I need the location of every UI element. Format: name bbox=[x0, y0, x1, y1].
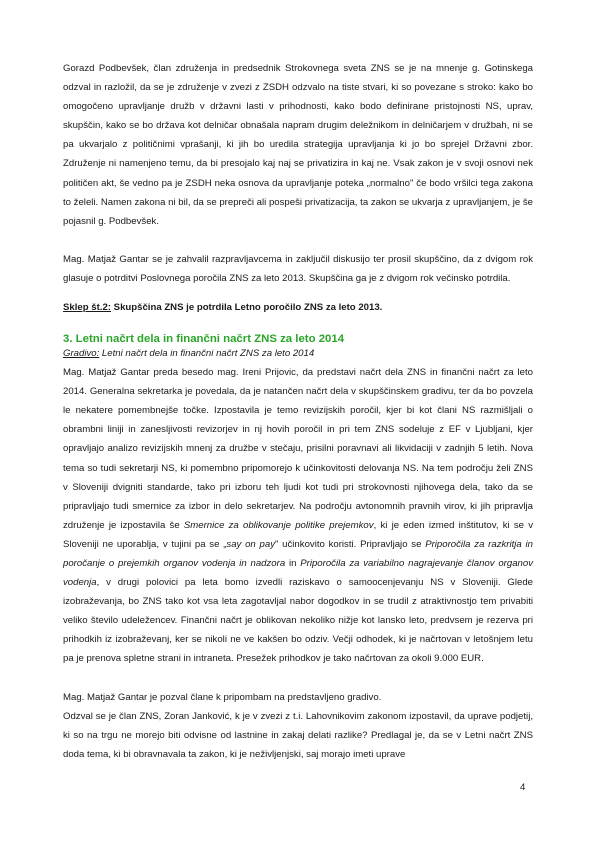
paragraph-podbevsek: Gorazd Podbevšek, član združenja in predsednik Strokovnega sveta ZNS se je na mnenje g. Gotinskega odzval in razložil, da se je združenje v zvezi z ZSDH odzvalo na tiste stvari, ki so povezane s stroko: kako bo omogočeno upravljanje družb v državni lasti v prihodnosti, kako bodo definirane pristojnosti NS, uprav, skupščin, kako se bo država kot delničar obnašala napram drugim deležnikom in delničarjem v družbah, ni se pa ukvarjalo z političnimi vprašanji, ki jih bo uredila strategija upravljanja ki jo bo sprejel Državni zbor. Združenje ni namenjeno temu, da bi presojalo kaj naj se privatizira in kaj ne. Vsak zakon je v svoji osnovi nek političen akt, še vedno pa je ZSDH neka osnova da upravljanje poteka „normalno" če bodo vršilci tega zakona to želeli. Namen zakona ni bil, da se prepreči ali pospeši privatizacija, ta zakon se ukvarja z upravljanjem, je še pojasnil g. Podbevšek. bbox=[63, 63, 533, 227]
work-plan-text-b: , ki je eden izmed inštitutov, ki se v Sloveniji ne uporablja, v tujini pa se „ bbox=[63, 519, 534, 550]
materials-label: Gradivo: bbox=[63, 348, 100, 360]
work-plan-em-1: Smernice za oblikovanje politike prejemkov bbox=[183, 519, 374, 531]
page-number: 4 bbox=[520, 782, 526, 793]
resolution-label: Sklep št.2: bbox=[63, 302, 111, 314]
paragraph-work-plan bbox=[63, 363, 533, 669]
work-plan-text-e: , v drugi polovici pa leta bomo izvedli raziskavo o samoocenjevanju NS v Sloveniji. Glede izobraževanja, bo ZNS tako kot vsa leta zagotavljal nabor dogodkov in se trudil z atraktivnostjo tem privabiti veliko število udeležencev. Finančni načrt je oblikovan nekoliko nižje kot lansko leto, predvsem je rezerva pri prihodkih iz izobraževanj, ker se nikoli ne ve kakšen bo odziv. Večji odhodek, ki je načrtovan v letošnjem letu pa je prenova spletne strani in intraneta. Presežek prihodkov je tako načrtovan za okoli 9.000 EUR. bbox=[63, 577, 533, 665]
work-plan-text-c: " učinkovito koristi. Pripravljajo se bbox=[275, 538, 426, 550]
work-plan-text-d: in bbox=[285, 557, 301, 569]
document-page bbox=[63, 59, 533, 764]
work-plan-text-a: Mag. Matjaž Gantar preda besedo mag. Ireni Prijovic, da predstavi načrt dela ZNS in finančni načrt za leto 2014. Generalna sekretarka je povedala, da je natančen načrt dela v skupščinskem gradivu, ter da bo povzela le nekatere pomembnejše točke. Izpostavila je temo revizijskih poročil, kjer bi kot člani NS razmišljali o obrambni liniji in zanesljivosti revizorjev in nj hovih poročil in pri tem ZNS sodeluje z EF v Ljubljani, kjer opravljajo analizo revizijskih mnenj za družbe v stečaju, prisilni poravnavi ali likvidaciji v zadnjih 5 letih. Nova tema so tudi sekretarji NS, ki pomembno pripomorejo k učinkovitosti delovanja NS. Na tem področju želi ZNS v Sloveniji dvigniti standarde, tako pri izboru teh ljudi kot tudi pri strokovnosti njihovega dela, tako da se pripravljajo tudi smernice za izbor in delo sekretarjev. Na področju avtonomnih pravnih virov, ki jih pripravlja združenje je izpostavila še bbox=[63, 367, 533, 531]
work-plan-em-3: Priporočila za razkritja in poročanje o prejemkih organov vodenja in nadzora bbox=[63, 538, 533, 569]
section-3-materials bbox=[63, 347, 533, 360]
work-plan-em-4: Priporočila za variabilno nagrajevanje članov organov vodenja bbox=[63, 557, 534, 589]
work-plan-em-2: say on pay bbox=[226, 538, 275, 550]
paragraph-gantar-vote: Mag. Matjaž Gantar se je zahvalil razpravljavcema in zaključil diskusijo ter prosil skupščino, da z dvigom rok glasuje o potrditvi Poslovnega poročila ZNS za leto 2013. Skupščina ga je z dvigom rok večinsko potrdila. bbox=[63, 253, 533, 284]
resolution-text: Skupščina ZNS je potrdila Letno poročilo ZNS za leto 2013. bbox=[111, 302, 383, 314]
materials-text: Letni načrt dela in finančni načrt ZNS za leto 2014 bbox=[99, 348, 315, 360]
paragraph-call-comments: Mag. Matjaž Gantar je pozval člane k pripombam na predstavljeno gradivo. bbox=[63, 691, 382, 703]
paragraph-jankovic: Odzval se je član ZNS, Zoran Janković, k je v zvezi z t.i. Lahovnikovim zakonom izpostavil, da uprave podjetij, ki so na trgu ne morejo biti odvisne od lastnine in zakaj delati razlike? Predlagal je, da se v Letni načrt ZNS doda tema, ki bi obravnavala ta zakon, ki je neživljenjski, saj morajo imeti uprave bbox=[63, 710, 533, 760]
resolution-2 bbox=[63, 298, 533, 317]
section-3-heading: 3. Letni načrt dela in finančni načrt ZNS za leto 2014 bbox=[63, 333, 345, 346]
